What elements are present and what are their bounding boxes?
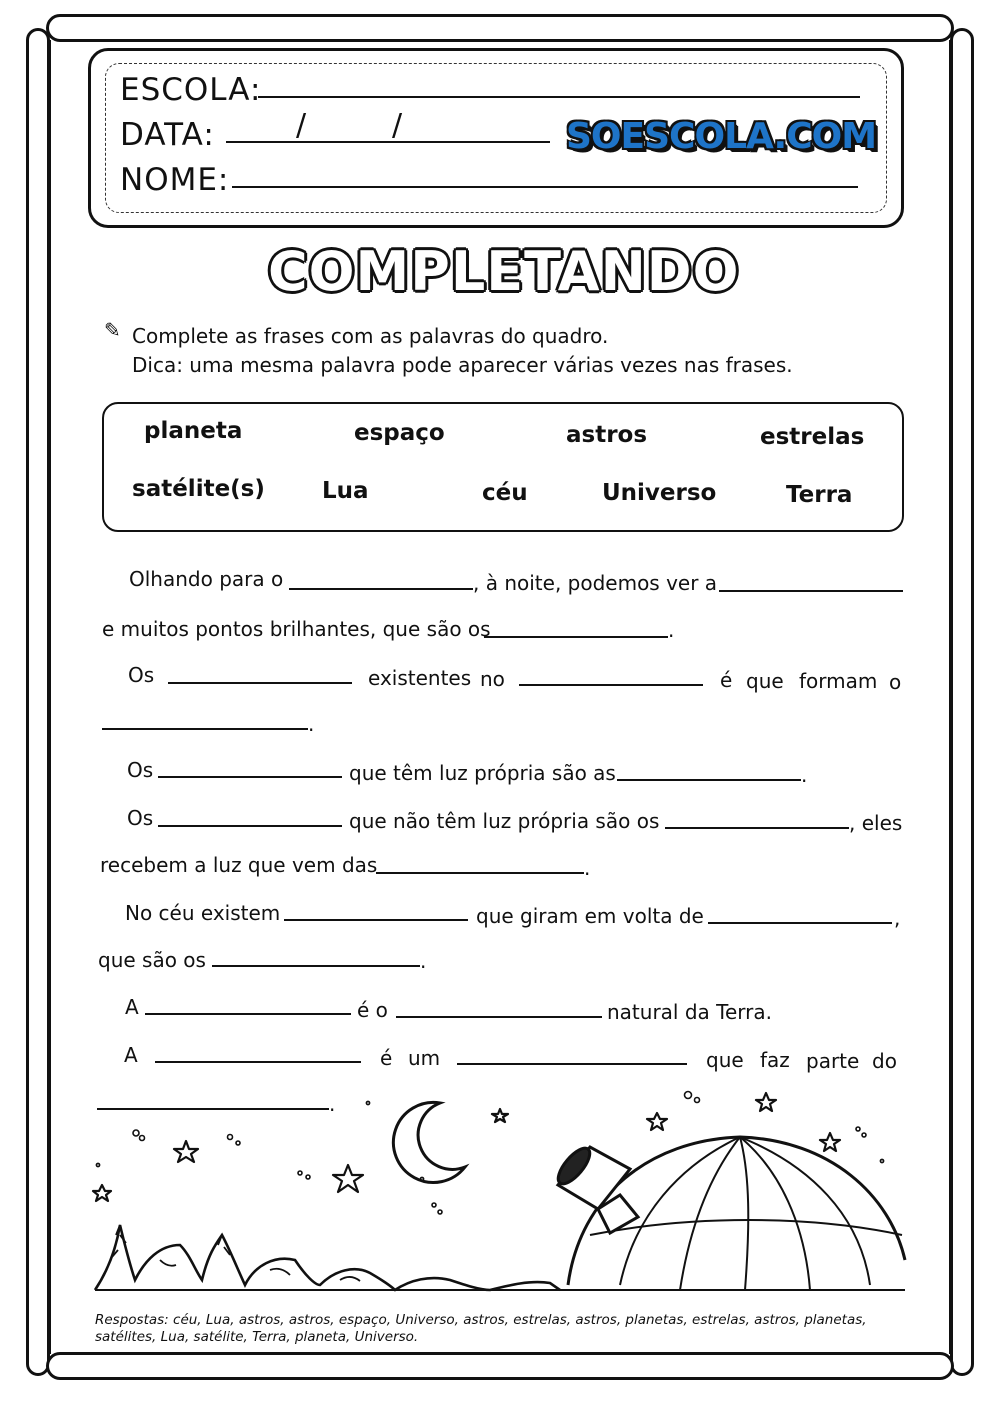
- sentence-text: o: [889, 670, 902, 694]
- word-bank-item: Lua: [322, 478, 369, 504]
- nome-field[interactable]: [232, 186, 858, 188]
- sentence-text: que são os: [98, 948, 206, 972]
- word-bank-item: satélite(s): [132, 476, 265, 502]
- escola-field[interactable]: [258, 96, 860, 98]
- trees-silhouette: [95, 1225, 560, 1290]
- answer-blank[interactable]: [376, 872, 584, 874]
- sentence-text: .: [801, 763, 808, 787]
- word-bank-item: espaço: [354, 420, 445, 446]
- answer-blank[interactable]: [519, 684, 703, 686]
- answer-blank[interactable]: [155, 1061, 361, 1063]
- sentence-text: é: [720, 668, 733, 692]
- instruction-text: Complete as frases com as palavras do quadro.: [132, 324, 609, 348]
- sentence-text: que: [746, 669, 784, 693]
- hint-text: Dica: uma mesma palavra pode aparecer várias vezes nas frases.: [132, 353, 793, 377]
- sentence-text: , eles: [849, 811, 903, 835]
- answer-blank[interactable]: [617, 779, 801, 781]
- answer-blank[interactable]: [212, 965, 420, 967]
- answer-blank[interactable]: [158, 776, 342, 778]
- sentence-text: que: [706, 1048, 744, 1072]
- sentence-text: ,: [894, 906, 901, 930]
- sentence-text: .: [584, 856, 591, 880]
- scroll-frame-top: [46, 14, 954, 42]
- answer-blank[interactable]: [396, 1016, 602, 1018]
- sentence-text: que giram em volta de: [476, 904, 704, 928]
- answer-key: [95, 1312, 905, 1346]
- data-label: DATA:: [120, 117, 215, 153]
- answer-blank[interactable]: [665, 827, 849, 829]
- worksheet-title: COMPLETANDO: [268, 240, 740, 303]
- night-sky-illustration: [90, 1085, 910, 1310]
- word-bank-item: estrelas: [760, 424, 865, 450]
- sentence-text: A: [124, 1043, 138, 1067]
- sentence-text: faz: [760, 1048, 790, 1072]
- sentence-text: é: [380, 1046, 393, 1070]
- answer-blank[interactable]: [102, 728, 308, 730]
- answer-blank[interactable]: [484, 636, 668, 638]
- word-bank-item: planeta: [144, 418, 243, 444]
- scroll-frame-bottom: [46, 1352, 954, 1380]
- sentence-text: do: [872, 1049, 897, 1073]
- sentence-text: que não têm luz própria são os: [349, 809, 660, 833]
- answer-blank[interactable]: [708, 922, 892, 924]
- nome-label: NOME:: [120, 162, 230, 198]
- sentence-text: Os: [127, 758, 154, 782]
- sentence-text: recebem a luz que vem das: [100, 853, 378, 877]
- sentence-text: e muitos pontos brilhantes, que são os: [102, 617, 491, 641]
- date-slash: /: [392, 108, 403, 143]
- soescola-logo: SOESCOLA.COM: [566, 116, 877, 157]
- answer-blank[interactable]: [168, 682, 352, 684]
- escola-label: ESCOLA:: [120, 72, 262, 108]
- sentence-text: natural da Terra.: [607, 1000, 772, 1024]
- sentence-text: parte: [806, 1049, 860, 1073]
- sentence-text: no: [480, 667, 505, 691]
- sentence-text: .: [668, 618, 675, 642]
- sentence-text: um: [408, 1046, 441, 1070]
- word-bank-item: astros: [566, 422, 648, 448]
- answer-blank[interactable]: [719, 590, 903, 592]
- answer-blank[interactable]: [289, 588, 473, 590]
- answer-blank[interactable]: [457, 1063, 687, 1065]
- moon-icon: [393, 1102, 465, 1182]
- sentence-text: , à noite, podemos ver a: [473, 571, 718, 595]
- answer-key-line: Respostas: céu, Lua, astros, astros, espaço, Universo, astros, estrelas, astros, planetas, estrelas, astros, planetas,: [95, 1312, 867, 1328]
- sentence-text: .: [329, 1092, 336, 1116]
- sentence-text: existentes: [368, 666, 472, 690]
- word-bank-item: céu: [482, 480, 528, 506]
- sentence-text: No céu existem: [125, 901, 281, 925]
- sentence-text: formam: [799, 669, 878, 693]
- scroll-frame-left: [26, 28, 50, 1376]
- scroll-frame-right: [950, 28, 974, 1376]
- answer-blank[interactable]: [158, 825, 342, 827]
- word-bank-item: Terra: [786, 482, 853, 508]
- word-bank-item: Universo: [602, 480, 717, 506]
- answer-blank[interactable]: [284, 919, 468, 921]
- pencil-icon: ✎: [104, 318, 121, 342]
- sentence-text: .: [420, 949, 427, 973]
- answer-key-line: satélites, Lua, satélite, Terra, planeta, Universo.: [95, 1329, 419, 1345]
- sentence-text: Os: [128, 663, 155, 687]
- sentence-text: Olhando para o: [129, 567, 284, 591]
- date-slash: /: [296, 108, 307, 143]
- sentence-text: que têm luz própria são as: [349, 761, 616, 785]
- sentence-text: .: [308, 712, 315, 736]
- data-field[interactable]: [226, 141, 550, 143]
- sentence-text: A: [125, 995, 139, 1019]
- sentence-text: é o: [357, 998, 388, 1022]
- sentence-text: Os: [127, 806, 154, 830]
- answer-blank[interactable]: [145, 1013, 351, 1015]
